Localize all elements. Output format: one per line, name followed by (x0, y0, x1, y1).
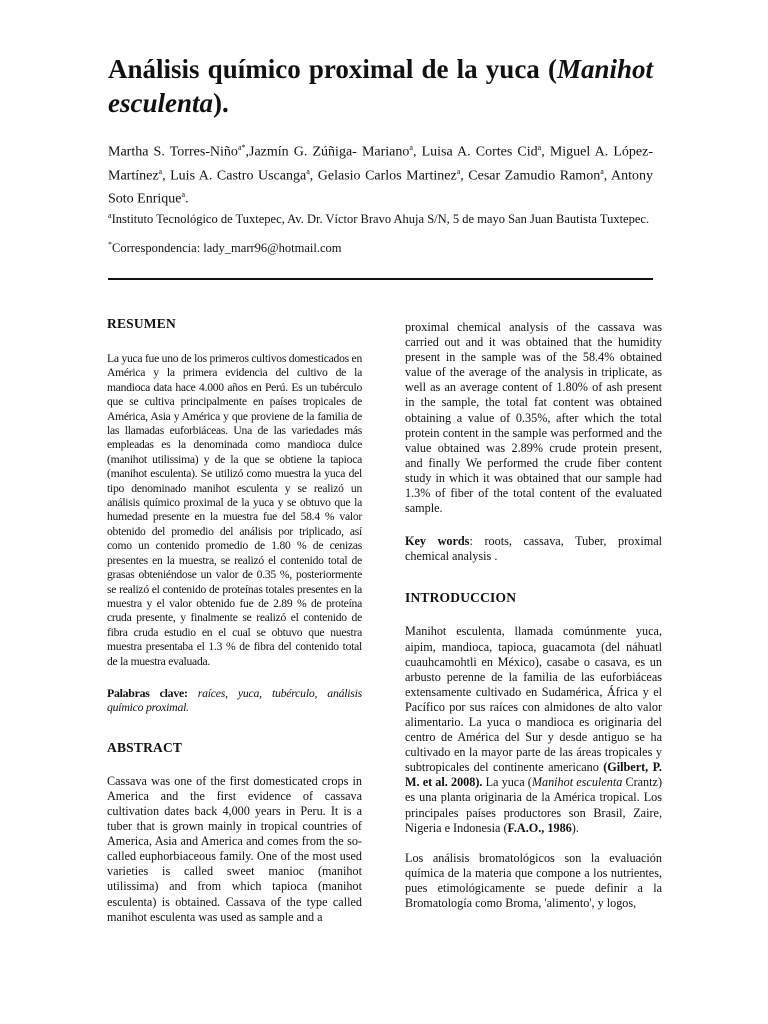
abstract-text-right: proximal chemical analysis of the cassava was carried out and it was obtained that the humidity present in the sample was of the 58.4% obtained value of the average of the analysis in triplicate, as well as an average content of 1.80% of ash present in the sample, the total fat content was obtained obtaining a value of 0.35%, after which the total protein content in the sample was performed and the value obtained was 2.89% crude protein present, and finally We performed the crude fiber content study in which it was obtained that our sample had 1.3% of fiber of the total content of the evaluated sample. (405, 320, 662, 516)
author-sep: , (162, 168, 171, 184)
author-sep: , (541, 144, 550, 160)
author-sup: a (537, 143, 542, 152)
palabras-clave-label: Palabras clave: (107, 685, 188, 700)
author-sup: a (158, 166, 163, 176)
author-name: Gelasio Carlos Martinez (317, 168, 457, 184)
keywords-text: : roots, cassava, Tuber, proximal chemical analysis . (405, 534, 662, 564)
author-sup: a (409, 143, 413, 152)
author-name: Luis A. Castro Uscanga (170, 168, 307, 184)
author-name: Miguel A. López-Martínez (108, 144, 654, 184)
resumen-heading: RESUMEN (107, 316, 176, 331)
author-sep: , (603, 168, 612, 184)
author-sup: a (306, 166, 310, 176)
author-name: Martha S. Torres-Niño (108, 144, 238, 160)
author-sup: a (456, 166, 461, 176)
intro-citation: F.A.O., 1986 (507, 820, 572, 835)
title-main: Análisis químico proximal de la yuca ( (108, 54, 557, 84)
correspondence-text: Correspondencia: lady_marr96@hotmail.com (112, 241, 342, 256)
resumen-text: La yuca fue uno de los primeros cultivos domesticados en América y la primera evidencia del cultivo de la mandioca data hace 4.000 años en Perú. Es un tubérculo que se cultiva principalmente en países tropicales de América, Asia y América y que proviene de la familia de las llamadas euforbiáceas. Una de las variedades más empleadas es la denominada como mandioca dulce (manihot utilissima) y de la que se obtiene la tapioca (manihot esculenta). Se utilizó como muestra la yuca del tipo denominado manihot esculenta y se realizó un análisis químico proximal de la yuca y se obtuvo que la humedad presente en la muestra fue del 58.4 % valor obtenido del promedio del análisis por triplicado, así como un contenido promedio de 1.80 % de cenizas presentes en la muestra, se realizó el contenido total de grasas obteniéndose un valor de 0.35 %, posteriormente se realizó el contenido de proteínas totales presentes en la muestra y el valor obtenido fue de 2.89 % de proteína cruda presente, y finalmente se realizó el contenido de fibra cruda estudio en el cual se obtuvo que nuestra muestra presentaba el 1.3 % de fibra del contenido total de la muestra evaluada. (107, 352, 362, 668)
author-sup: a (181, 190, 186, 200)
author-sep: . (185, 191, 189, 207)
author-sep: , (412, 144, 422, 160)
title-italic: Manihot esculenta (108, 54, 653, 118)
intro-text: Crantz) es una planta originaria de la América tropical. Los principales países productores son Brasil, Zaire, Nigeria e Indonesia ( (405, 775, 663, 835)
right-column (405, 320, 662, 911)
intro-text: ). (571, 820, 579, 835)
author-sep: , (309, 168, 318, 184)
affiliation-sup: a (108, 211, 112, 220)
introduccion-heading: INTRODUCCION (405, 590, 517, 606)
header-divider (108, 278, 653, 280)
author-name: Luisa A. Cortes Cid (421, 144, 538, 160)
author-sep: , (245, 144, 249, 160)
abstract-heading: ABSTRACT (107, 739, 183, 755)
author-sup: a (600, 166, 604, 176)
affiliation (108, 208, 668, 227)
introduccion-paragraph-1 (405, 624, 662, 835)
author-list (108, 138, 653, 209)
keywords-label: Key words (405, 534, 470, 549)
left-column (107, 316, 362, 925)
keywords (405, 534, 662, 564)
author-name: Jazmín G. Zúñiga- Mariano (249, 144, 410, 160)
affiliation-text: Instituto Tecnológico de Tuxtepec, Av. Dr. Víctor Bravo Ahuja S/N, 5 de mayo San Juan Bautista Tuxtepec. (111, 212, 650, 227)
abstract-text-left: Cassava was one of the first domesticated crops in America and the first evidence of cassava cultivation dates back 4,000 years in Peru. It is a tuber that is grown mainly in tropical countries of America, Asia and America and comes from the so-called euphorbiaceous family. One of the most used varieties is called sweet manioc (manihot utilissima) and from which tapioca (manihot esculenta) is obtained. Cassava of the type called manihot esculenta was used as sample and a (107, 773, 362, 924)
introduccion-paragraph-2: Los análisis bromatológicos son la evaluación química de la materia que compone a los nutrientes, pues etimológicamente se puede definir a la Bromatología como Broma, 'alimento', y logos, (405, 850, 662, 910)
author-name: Cesar Zamudio Ramon (468, 168, 601, 184)
palabras-clave-text: raíces, yuca, tubérculo, análisis químico proximal. (107, 685, 363, 715)
palabras-clave (107, 686, 362, 715)
correspondence-sup: * (108, 240, 112, 249)
intro-citation: (Gilbert, P. M. et al. 2008). (405, 760, 662, 790)
intro-text: La yuca ( (482, 775, 532, 790)
intro-text: Manihot esculenta, llamada comúnmente yuca, aipim, mandioca, tapioca, guacamota (del náhuatl cuauhcamohtli en México), casabe o casava, es un arbusto perenne de la familia de las euforbiáceas extensamente cultivado en Sudamérica, África y el Pacífico por sus raíces con almidones de alto valor alimentario. La yuca o mandioca es originaria del centro de América del Sur y desde antiguo se ha cultivado en la mayor parte de las áreas tropicales y subtropicales del continente americano (405, 624, 662, 775)
correspondence (108, 237, 653, 256)
paper-title (108, 52, 653, 120)
author-sup: a* (237, 143, 246, 152)
author-name: Antony Soto Enrique (108, 168, 654, 207)
title-end: ). (213, 88, 229, 118)
intro-species: Manihot esculenta (531, 775, 623, 790)
author-sep: , (460, 168, 469, 184)
